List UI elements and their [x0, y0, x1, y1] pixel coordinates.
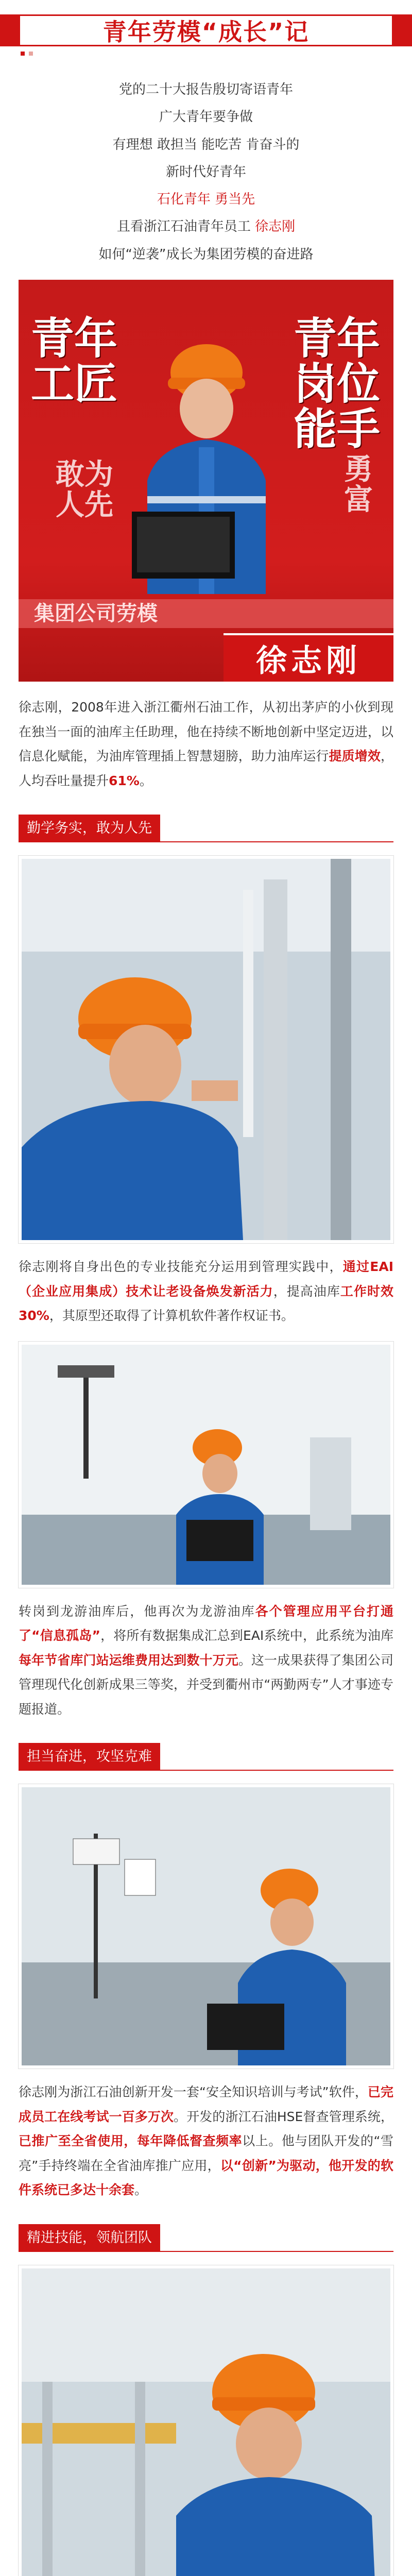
- photo-worker-valve: [19, 2265, 393, 2576]
- intro-line: 广大青年要争做: [159, 109, 253, 125]
- section-label: 担当奋进，攻坚克难: [19, 1743, 160, 1771]
- paragraph-intro: 徐志刚，2008年进入浙江衢州石油工作，从初出茅庐的小伙到现在独当一面的油库主任助理，他在持续不断地创新中坚定迈进，以信息化赋能，为油库管理插上智慧翅膀，助力油库运行提质增效，人均吞吐量提升61%。: [19, 700, 393, 788]
- cover-band-text: 集团公司劳模: [34, 602, 158, 626]
- intro-line-highlight: 石化青年 勇当先: [157, 192, 255, 208]
- cover-right-heading: 青年 岗位 能手: [293, 313, 380, 455]
- paragraph-software: 徐志刚为浙江石油创新开发一套“安全知识培训与考试”软件，已完成员工在线考试一百多万次。开发的浙江石油HSE督查管理系统，已推广至全省使用，每年降低督查频率以上。他与团队开发的“雪亮”手持终端在全省油库推广应用，以“创新”为驱动，他开发的软件系统已多达十余套。: [19, 2084, 393, 2198]
- intro-line: 党的二十大报告殷切寄语青年: [118, 82, 293, 97]
- worker-laptop-photo: [22, 1345, 390, 1585]
- section-label: 勤学务实，敢为人先: [19, 815, 160, 842]
- cover-right-subheading: 勇 富: [344, 453, 373, 517]
- header-decoration-dots: [21, 52, 33, 56]
- intro-line: 且看浙江石油青年员工 徐志刚: [116, 219, 296, 235]
- paragraph-longyou: 转岗到龙游油库后，他再次为龙游油库各个管理应用平台打通了“信息孤岛”，将所有数据集成汇总到EAI系统中，此系统为油库每年节省库门站运维费用达到数十万元。这一成果获得了集团公司管理现代化创新成果三等奖，并受到衢州市“两勤两专”人才事迹专题报道。: [19, 1603, 393, 1717]
- section-heading-2: [19, 1739, 393, 1771]
- cover-image: [19, 280, 393, 682]
- photo-worker-laptop: [19, 1342, 393, 1588]
- worker-weather-station-photo: [22, 1787, 390, 2065]
- intro-line: 如何“逆袭”成长为集团劳模的奋进路: [98, 246, 314, 262]
- intro-line: 有理想 敢担当 能吃苦 肯奋斗的: [112, 137, 300, 152]
- section-label: 精进技能，领航团队: [19, 2224, 160, 2252]
- photo-worker-gauge: [19, 856, 393, 1243]
- worker-figure-illustration: [127, 326, 286, 594]
- cover-person-name: 徐志刚: [224, 633, 393, 682]
- header: [0, 0, 412, 67]
- worker-valve-photo: [22, 2268, 390, 2576]
- intro-name: 徐志刚: [255, 219, 296, 235]
- cover-left-subheading: 敢为 人先: [56, 458, 113, 522]
- paragraph-eai: 徐志刚将自身出色的专业技能充分运用到管理实践中，通过EAI（企业应用集成）技术让老设备焕发新活力，提高油库工作时效30%，其原型还取得了计算机软件著作权证书。: [19, 1259, 393, 1324]
- photo-worker-weather-station: [19, 1784, 393, 2069]
- section-heading-1: [19, 810, 393, 842]
- section-heading-3: [19, 2220, 393, 2252]
- intro-line: 新时代好青年: [165, 164, 246, 180]
- worker-gauge-photo: [22, 859, 390, 1240]
- page-title: 青年劳模“成长”记: [102, 18, 310, 46]
- header-title-box: [19, 14, 393, 46]
- cover-left-heading: 青年 工匠: [31, 313, 118, 410]
- intro-block: [0, 67, 412, 268]
